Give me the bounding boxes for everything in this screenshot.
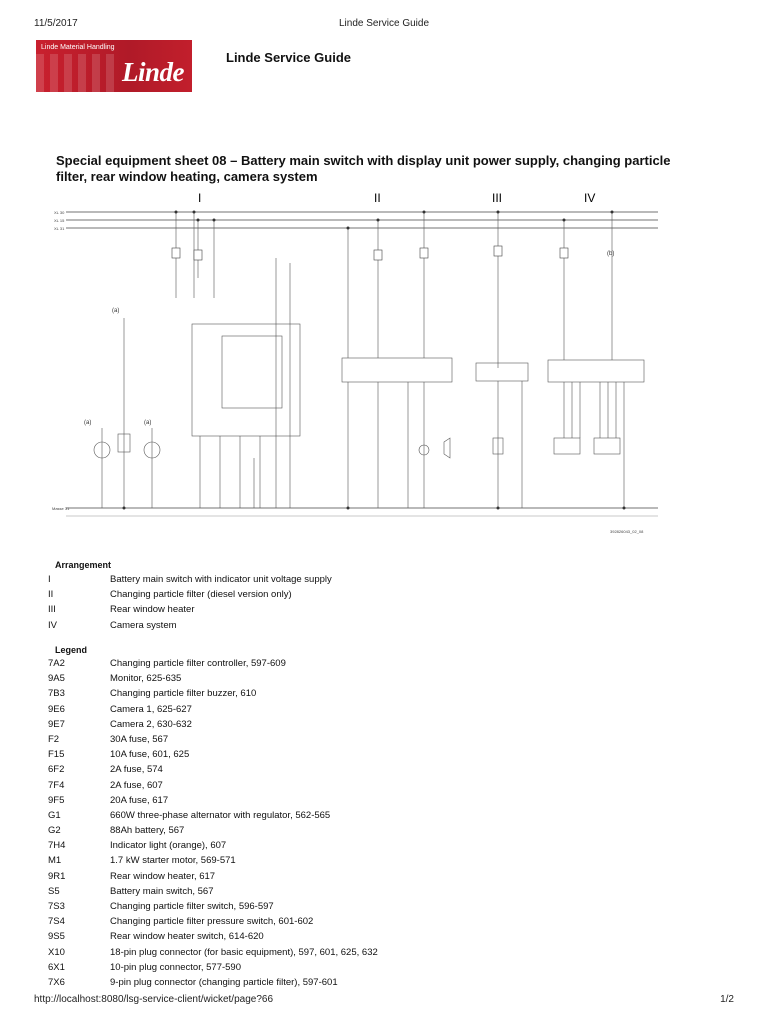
legend-row: 6X1 10-pin plug connector, 577-590 [48, 961, 241, 973]
legend-row: 7H4 Indicator light (orange), 607 [48, 840, 227, 852]
label-a-3: (a) [144, 420, 152, 426]
arrangement-row: III Rear window heater [48, 604, 195, 616]
legend-row: X10 18-pin plug connector (for basic equipment), 597, 601, 625, 632 [48, 946, 378, 958]
rail-label-15: XL 15 [54, 218, 65, 223]
legend-row: S5 Battery main switch, 567 [48, 885, 214, 897]
rail-label-30: XL 30 [54, 210, 65, 215]
print-title: Linde Service Guide [338, 18, 430, 29]
legend-row: 9R1 Rear window heater, 617 [48, 870, 216, 882]
legend-list [48, 656, 728, 990]
legend-row: 9E7 Camera 2, 630-632 [48, 718, 192, 730]
print-footer [34, 994, 734, 1008]
legend-row: F15 10A fuse, 601, 625 [48, 749, 190, 761]
legend-row: G1 660W three-phase alternator with regulator, 562-565 [48, 809, 331, 821]
heater-switch-9s5 [476, 363, 528, 381]
arrangement-row: II Changing particle filter (diesel version only) [48, 589, 292, 601]
section-label-ii: II [374, 191, 381, 205]
sheet-title: Special equipment sheet 08 – Battery main switch with display unit power supply, changing particle filter, rear window heating, camera system [56, 153, 671, 184]
arrangement-list [48, 572, 728, 633]
linde-logo [36, 40, 192, 92]
rail-label-31: XL 31 [54, 226, 65, 231]
rail-label-ground: Masse 31 [52, 506, 70, 511]
legend-row: 7S3 Changing particle filter switch, 596-597 [48, 901, 274, 912]
legend-row: 7S4 Changing particle filter pressure switch, 601-602 [48, 916, 314, 928]
print-url: http://localhost:8080/lsg-service-client/wicket/page?66 [34, 994, 274, 1005]
print-date: 11/5/2017 [34, 18, 78, 29]
legend-row: M1 1.7 kW starter motor, 569-571 [48, 855, 236, 867]
legend-row: 7B3 Changing particle filter buzzer, 610 [48, 688, 257, 700]
camera-9e7 [594, 438, 620, 454]
legend-row: 9F5 20A fuse, 617 [48, 794, 169, 806]
logo-brand: Linde [122, 57, 184, 87]
buzzer-7b3 [444, 438, 450, 458]
arrangement-row: I Battery main switch with indicator unit voltage supply [48, 574, 332, 585]
logo-subtitle: Linde Material Handling [41, 44, 115, 51]
wiring-diagram-svg [52, 188, 660, 538]
arrangement-heading: Arrangement [55, 560, 112, 570]
print-header [0, 14, 768, 30]
legend-row: 7X6 9-pin plug connector (changing particle filter), 597-601 [48, 976, 338, 988]
legend-row: 9A5 Monitor, 625-635 [48, 673, 182, 685]
logo-stripes [36, 54, 116, 92]
monitor-display [222, 336, 282, 408]
monitor-block [192, 324, 300, 436]
page-number: 1/2 [720, 994, 734, 1005]
diagram-ref: 392826043_02_08 [610, 529, 644, 534]
section-label-i: I [198, 191, 202, 205]
legend-row: 7A2 Changing particle filter controller, 597-609 [48, 658, 286, 669]
legend-row: 9S5 Rear window heater switch, 614-620 [48, 931, 264, 943]
legend-heading: Legend [55, 645, 88, 655]
legend-row: 9E6 Camera 1, 625-627 [48, 703, 192, 715]
legend-row: F2 30A fuse, 567 [48, 733, 169, 745]
label-a-1: (a) [112, 308, 120, 314]
camera-9e6 [554, 438, 580, 454]
section-label-iv: IV [584, 191, 596, 205]
legend-row: 7F4 2A fuse, 607 [48, 779, 163, 791]
arrangement-row: IV Camera system [48, 619, 177, 631]
camera-monitor-9a5 [548, 360, 644, 382]
legend-row: G2 88Ah battery, 567 [48, 825, 185, 837]
controller-block-7a2 [342, 358, 452, 382]
guide-title: Linde Service Guide [226, 50, 351, 65]
label-a-2: (a) [84, 420, 92, 426]
section-label-iii: III [492, 191, 503, 205]
label-b: (b) [607, 251, 615, 257]
legend-row: 6F2 2A fuse, 574 [48, 764, 163, 776]
wiring-diagram [52, 188, 660, 538]
